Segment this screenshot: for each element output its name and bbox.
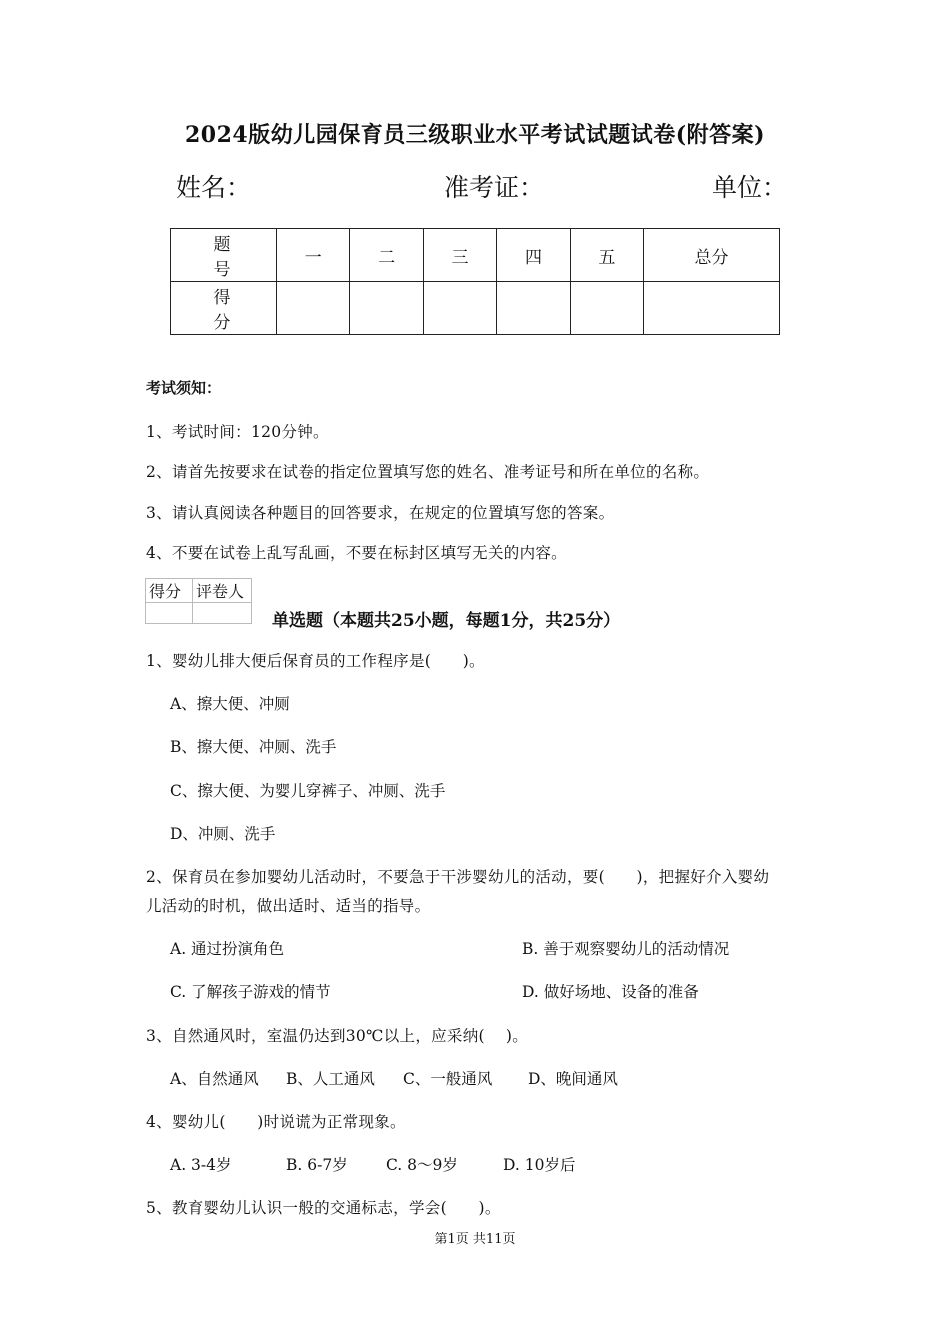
question-2-option-c: C. 了解孩子游戏的情节 bbox=[170, 983, 331, 1001]
question-3-option-a: A、自然通风 bbox=[170, 1070, 259, 1088]
score-table-row-label: 得 分 bbox=[171, 282, 277, 335]
document-title: 2024版幼儿园保育员三级职业水平考试试题试卷(附答案) bbox=[184, 122, 766, 148]
score-table-header-4: 四 bbox=[497, 229, 570, 282]
question-2-option-a: A. 通过扮演角色 bbox=[170, 940, 285, 958]
question-2-option-b: B. 善于观察婴幼儿的活动情况 bbox=[522, 940, 730, 958]
score-cell-4 bbox=[497, 282, 570, 335]
question-3-stem: 3、自然通风时，室温仍达到30℃以上，应采纳( )。 bbox=[146, 1027, 529, 1045]
question-3-option-d: D、晚间通风 bbox=[528, 1070, 618, 1088]
exam-id-field-label: 准考证： bbox=[444, 173, 545, 202]
question-1-option-a: A、擦大便、冲厕 bbox=[170, 695, 290, 713]
question-4-option-d: D. 10岁后 bbox=[503, 1156, 576, 1174]
question-1-option-c: C、擦大便、为婴儿穿裤子、冲厕、洗手 bbox=[170, 782, 446, 800]
question-3-option-c: C、一般通风 bbox=[403, 1070, 493, 1088]
notice-item: 3、请认真阅读各种题目的回答要求，在规定的位置填写您的答案。 bbox=[146, 504, 615, 522]
grader-reviewer-label: 评卷人 bbox=[193, 579, 252, 603]
notice-item: 1、考试时间：120分钟。 bbox=[146, 423, 329, 441]
score-table-header-label: 题 号 bbox=[171, 229, 277, 282]
unit-field-label: 单位： bbox=[712, 173, 788, 202]
score-cell-2 bbox=[350, 282, 423, 335]
question-2-option-d: D. 做好场地、设备的准备 bbox=[522, 983, 699, 1001]
score-cell-total bbox=[644, 282, 780, 335]
notice-item: 4、不要在试卷上乱写乱画，不要在标封区填写无关的内容。 bbox=[146, 544, 567, 562]
score-cell-1 bbox=[277, 282, 350, 335]
section-title: 单选题（本题共25小题，每题1分，共25分） bbox=[272, 611, 621, 631]
question-4-option-c: C. 8～9岁 bbox=[386, 1156, 458, 1174]
grader-reviewer-cell bbox=[193, 603, 252, 624]
question-5-stem: 5、教育婴幼儿认识一般的交通标志，学会( )。 bbox=[146, 1199, 501, 1217]
question-4-stem: 4、婴幼儿( )时说谎为正常现象。 bbox=[146, 1113, 406, 1131]
score-table-header-total: 总分 bbox=[644, 229, 780, 282]
question-4-option-a: A. 3-4岁 bbox=[170, 1156, 232, 1174]
name-field-label: 姓名： bbox=[176, 173, 252, 202]
score-table-header-1: 一 bbox=[277, 229, 350, 282]
score-table-score-row bbox=[171, 282, 780, 335]
score-table-header-2: 二 bbox=[350, 229, 423, 282]
score-cell-3 bbox=[423, 282, 496, 335]
grader-score-label: 得分 bbox=[146, 579, 193, 603]
question-2-stem-line2: 儿活动的时机，做出适时、适当的指导。 bbox=[146, 897, 431, 915]
question-1-stem: 1、婴幼儿排大便后保育员的工作程序是( )。 bbox=[146, 652, 485, 670]
score-table-header-row bbox=[171, 229, 780, 282]
question-4-option-b: B. 6-7岁 bbox=[286, 1156, 348, 1174]
score-cell-5 bbox=[570, 282, 643, 335]
score-table-header-3: 三 bbox=[423, 229, 496, 282]
grader-score-cell bbox=[146, 603, 193, 624]
score-table bbox=[170, 228, 780, 335]
grader-box bbox=[145, 578, 252, 624]
question-2-stem-line1: 2、保育员在参加婴幼儿活动时，不要急于干涉婴幼儿的活动，要( )，把握好介入婴幼 bbox=[146, 868, 770, 886]
question-3-option-b: B、人工通风 bbox=[286, 1070, 375, 1088]
page-footer: 第1页 共11页 bbox=[434, 1232, 516, 1247]
score-table-header-5: 五 bbox=[570, 229, 643, 282]
question-1-option-d: D、冲厕、洗手 bbox=[170, 825, 276, 843]
notice-item: 2、请首先按要求在试卷的指定位置填写您的姓名、准考证号和所在单位的名称。 bbox=[146, 463, 710, 481]
notice-title: 考试须知： bbox=[146, 379, 222, 397]
question-1-option-b: B、擦大便、冲厕、洗手 bbox=[170, 738, 337, 756]
candidate-fields bbox=[176, 168, 788, 204]
